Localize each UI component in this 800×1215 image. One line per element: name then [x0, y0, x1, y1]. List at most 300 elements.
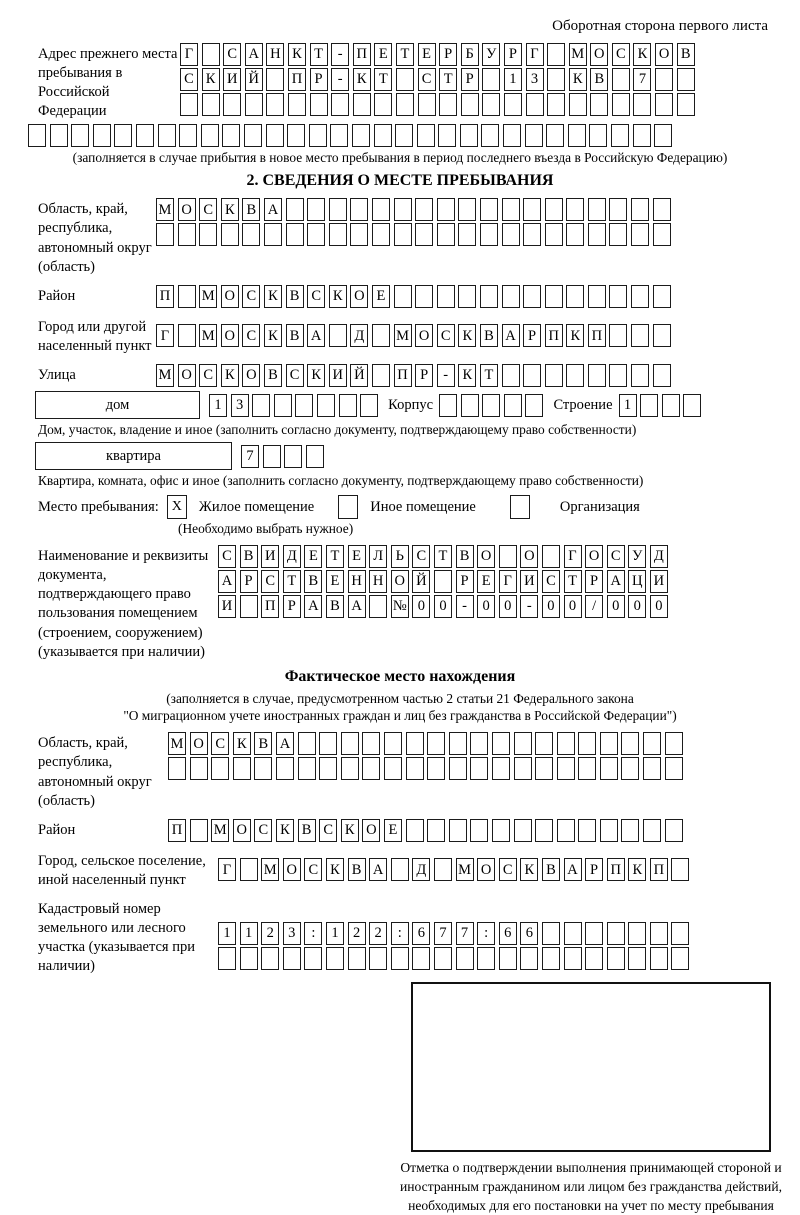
char-box[interactable]: [449, 819, 467, 842]
char-box[interactable]: [514, 757, 532, 780]
char-box[interactable]: [286, 223, 304, 246]
char-box[interactable]: [578, 732, 596, 755]
char-box[interactable]: [650, 922, 668, 945]
char-box[interactable]: К: [221, 364, 239, 387]
char-box[interactable]: Е: [477, 570, 495, 593]
char-box[interactable]: О: [178, 198, 196, 221]
char-box[interactable]: [223, 93, 241, 116]
char-box[interactable]: Р: [439, 43, 457, 66]
char-box[interactable]: М: [394, 324, 412, 347]
char-box[interactable]: Е: [304, 545, 322, 568]
char-box[interactable]: [542, 545, 560, 568]
checkbox-residential[interactable]: X: [167, 495, 187, 519]
char-box[interactable]: [437, 285, 455, 308]
char-box[interactable]: [557, 757, 575, 780]
char-box[interactable]: С: [242, 324, 260, 347]
char-box[interactable]: 7: [241, 445, 259, 468]
char-box[interactable]: В: [348, 858, 366, 881]
char-box[interactable]: С: [223, 43, 241, 66]
char-box[interactable]: И: [520, 570, 538, 593]
char-box[interactable]: О: [362, 819, 380, 842]
char-box[interactable]: [655, 68, 673, 91]
char-box[interactable]: [240, 947, 258, 970]
char-box[interactable]: -: [437, 364, 455, 387]
char-box[interactable]: [643, 819, 661, 842]
char-box[interactable]: Р: [585, 858, 603, 881]
char-box[interactable]: [523, 198, 541, 221]
char-box[interactable]: [621, 732, 639, 755]
char-box[interactable]: [671, 858, 689, 881]
char-box[interactable]: К: [520, 858, 538, 881]
char-box[interactable]: [360, 394, 378, 417]
char-box[interactable]: П: [261, 595, 279, 618]
char-box[interactable]: Е: [372, 285, 390, 308]
char-box[interactable]: Е: [384, 819, 402, 842]
char-box[interactable]: С: [437, 324, 455, 347]
char-box[interactable]: [523, 364, 541, 387]
char-box[interactable]: [201, 124, 219, 147]
char-box[interactable]: [369, 947, 387, 970]
char-box[interactable]: [178, 285, 196, 308]
char-box[interactable]: [437, 223, 455, 246]
char-box[interactable]: В: [304, 570, 322, 593]
char-box[interactable]: У: [482, 43, 500, 66]
char-box[interactable]: К: [221, 198, 239, 221]
char-box[interactable]: [331, 93, 349, 116]
char-box[interactable]: Т: [564, 570, 582, 593]
char-box[interactable]: А: [348, 595, 366, 618]
char-box[interactable]: [653, 223, 671, 246]
char-box[interactable]: [372, 198, 390, 221]
char-box[interactable]: Р: [504, 43, 522, 66]
char-box[interactable]: [589, 124, 607, 147]
char-box[interactable]: [362, 757, 380, 780]
char-box[interactable]: [514, 819, 532, 842]
char-box[interactable]: Г: [156, 324, 174, 347]
char-box[interactable]: [588, 198, 606, 221]
char-box[interactable]: [136, 124, 154, 147]
char-box[interactable]: [298, 757, 316, 780]
char-box[interactable]: [263, 445, 281, 468]
char-box[interactable]: 7: [633, 68, 651, 91]
char-box[interactable]: 0: [564, 595, 582, 618]
char-box[interactable]: [178, 324, 196, 347]
char-box[interactable]: [434, 947, 452, 970]
char-box[interactable]: [677, 93, 695, 116]
char-box[interactable]: [461, 93, 479, 116]
char-box[interactable]: М: [199, 285, 217, 308]
char-box[interactable]: Д: [350, 324, 368, 347]
char-box[interactable]: К: [202, 68, 220, 91]
char-box[interactable]: [222, 124, 240, 147]
char-box[interactable]: 0: [650, 595, 668, 618]
char-box[interactable]: [662, 394, 680, 417]
char-box[interactable]: [326, 947, 344, 970]
char-box[interactable]: [427, 732, 445, 755]
char-box[interactable]: [180, 93, 198, 116]
char-box[interactable]: [588, 285, 606, 308]
char-box[interactable]: Т: [310, 43, 328, 66]
char-box[interactable]: Н: [266, 43, 284, 66]
char-box[interactable]: [199, 223, 217, 246]
char-box[interactable]: Г: [180, 43, 198, 66]
char-box[interactable]: М: [168, 732, 186, 755]
char-box[interactable]: [502, 198, 520, 221]
char-box[interactable]: 2: [369, 922, 387, 945]
char-box[interactable]: Н: [369, 570, 387, 593]
char-box[interactable]: А: [276, 732, 294, 755]
char-box[interactable]: [374, 93, 392, 116]
char-box[interactable]: О: [655, 43, 673, 66]
char-box[interactable]: [168, 757, 186, 780]
char-box[interactable]: П: [588, 324, 606, 347]
char-box[interactable]: О: [391, 570, 409, 593]
char-box[interactable]: К: [353, 68, 371, 91]
char-box[interactable]: [396, 93, 414, 116]
char-box[interactable]: [566, 364, 584, 387]
char-box[interactable]: 1: [240, 922, 258, 945]
char-box[interactable]: [284, 445, 302, 468]
char-box[interactable]: :: [304, 922, 322, 945]
char-box[interactable]: [330, 124, 348, 147]
char-box[interactable]: А: [502, 324, 520, 347]
char-box[interactable]: [492, 757, 510, 780]
char-box[interactable]: [406, 819, 424, 842]
char-box[interactable]: [566, 198, 584, 221]
char-box[interactable]: [458, 285, 476, 308]
char-box[interactable]: /: [585, 595, 603, 618]
char-box[interactable]: [353, 93, 371, 116]
char-box[interactable]: К: [569, 68, 587, 91]
char-box[interactable]: [671, 922, 689, 945]
char-box[interactable]: [499, 545, 517, 568]
char-box[interactable]: Г: [499, 570, 517, 593]
char-box[interactable]: [202, 43, 220, 66]
char-box[interactable]: [329, 324, 347, 347]
char-box[interactable]: [437, 198, 455, 221]
char-box[interactable]: [578, 819, 596, 842]
char-box[interactable]: [406, 757, 424, 780]
char-box[interactable]: [50, 124, 68, 147]
char-box[interactable]: [502, 364, 520, 387]
char-box[interactable]: [245, 93, 263, 116]
char-box[interactable]: [546, 124, 564, 147]
char-box[interactable]: [156, 223, 174, 246]
char-box[interactable]: [28, 124, 46, 147]
char-box[interactable]: [369, 595, 387, 618]
char-box[interactable]: [631, 364, 649, 387]
char-box[interactable]: 0: [628, 595, 646, 618]
char-box[interactable]: [266, 93, 284, 116]
char-box[interactable]: [449, 732, 467, 755]
char-box[interactable]: [492, 732, 510, 755]
char-box[interactable]: У: [628, 545, 646, 568]
char-box[interactable]: О: [520, 545, 538, 568]
char-box[interactable]: Т: [326, 545, 344, 568]
char-box[interactable]: [504, 394, 522, 417]
char-box[interactable]: Р: [461, 68, 479, 91]
char-box[interactable]: Т: [434, 545, 452, 568]
char-box[interactable]: [600, 732, 618, 755]
char-box[interactable]: [631, 223, 649, 246]
char-box[interactable]: [640, 394, 658, 417]
char-box[interactable]: О: [350, 285, 368, 308]
char-box[interactable]: [612, 68, 630, 91]
char-box[interactable]: [612, 93, 630, 116]
char-box[interactable]: [417, 124, 435, 147]
char-box[interactable]: О: [242, 364, 260, 387]
char-box[interactable]: [362, 732, 380, 755]
char-box[interactable]: С: [286, 364, 304, 387]
apartment-field[interactable]: квартира: [35, 442, 232, 470]
char-box[interactable]: -: [520, 595, 538, 618]
char-box[interactable]: [458, 198, 476, 221]
char-box[interactable]: [566, 285, 584, 308]
char-box[interactable]: [545, 364, 563, 387]
char-box[interactable]: В: [286, 324, 304, 347]
char-box[interactable]: 1: [209, 394, 227, 417]
char-box[interactable]: 6: [520, 922, 538, 945]
char-box[interactable]: С: [261, 570, 279, 593]
char-box[interactable]: [482, 394, 500, 417]
char-box[interactable]: Б: [461, 43, 479, 66]
char-box[interactable]: [461, 394, 479, 417]
char-box[interactable]: О: [590, 43, 608, 66]
char-box[interactable]: [211, 757, 229, 780]
char-box[interactable]: Р: [240, 570, 258, 593]
char-box[interactable]: С: [499, 858, 517, 881]
char-box[interactable]: [653, 364, 671, 387]
char-box[interactable]: [671, 947, 689, 970]
char-box[interactable]: [609, 364, 627, 387]
char-box[interactable]: [372, 324, 390, 347]
char-box[interactable]: В: [298, 819, 316, 842]
char-box[interactable]: К: [264, 285, 282, 308]
char-box[interactable]: [611, 124, 629, 147]
char-box[interactable]: [415, 198, 433, 221]
char-box[interactable]: Г: [526, 43, 544, 66]
char-box[interactable]: [240, 595, 258, 618]
char-box[interactable]: С: [242, 285, 260, 308]
char-box[interactable]: [348, 947, 366, 970]
char-box[interactable]: [439, 93, 457, 116]
char-box[interactable]: П: [353, 43, 371, 66]
char-box[interactable]: [240, 858, 258, 881]
char-box[interactable]: [650, 947, 668, 970]
house-field[interactable]: дом: [35, 391, 200, 419]
char-box[interactable]: [306, 445, 324, 468]
char-box[interactable]: [631, 324, 649, 347]
char-box[interactable]: 3: [526, 68, 544, 91]
char-box[interactable]: В: [480, 324, 498, 347]
char-box[interactable]: [504, 93, 522, 116]
char-box[interactable]: [350, 198, 368, 221]
char-box[interactable]: К: [233, 732, 251, 755]
char-box[interactable]: Ц: [628, 570, 646, 593]
char-box[interactable]: Д: [412, 858, 430, 881]
char-box[interactable]: [286, 198, 304, 221]
char-box[interactable]: Е: [418, 43, 436, 66]
char-box[interactable]: №: [391, 595, 409, 618]
char-box[interactable]: Е: [326, 570, 344, 593]
char-box[interactable]: С: [211, 732, 229, 755]
char-box[interactable]: [545, 223, 563, 246]
char-box[interactable]: [568, 124, 586, 147]
char-box[interactable]: :: [477, 922, 495, 945]
char-box[interactable]: С: [218, 545, 236, 568]
char-box[interactable]: В: [240, 545, 258, 568]
char-box[interactable]: П: [168, 819, 186, 842]
char-box[interactable]: [643, 732, 661, 755]
char-box[interactable]: М: [156, 198, 174, 221]
char-box[interactable]: [415, 285, 433, 308]
char-box[interactable]: [418, 93, 436, 116]
char-box[interactable]: В: [286, 285, 304, 308]
char-box[interactable]: В: [542, 858, 560, 881]
char-box[interactable]: С: [180, 68, 198, 91]
char-box[interactable]: [631, 198, 649, 221]
char-box[interactable]: [350, 223, 368, 246]
char-box[interactable]: К: [329, 285, 347, 308]
char-box[interactable]: Г: [564, 545, 582, 568]
char-box[interactable]: Р: [415, 364, 433, 387]
char-box[interactable]: 0: [412, 595, 430, 618]
char-box[interactable]: 1: [619, 394, 637, 417]
char-box[interactable]: [492, 819, 510, 842]
char-box[interactable]: [179, 124, 197, 147]
char-box[interactable]: [607, 922, 625, 945]
char-box[interactable]: 7: [456, 922, 474, 945]
char-box[interactable]: [394, 198, 412, 221]
char-box[interactable]: [480, 198, 498, 221]
char-box[interactable]: И: [261, 545, 279, 568]
char-box[interactable]: [266, 124, 284, 147]
char-box[interactable]: Р: [310, 68, 328, 91]
char-box[interactable]: С: [412, 545, 430, 568]
char-box[interactable]: [653, 285, 671, 308]
char-box[interactable]: [609, 223, 627, 246]
char-box[interactable]: [480, 223, 498, 246]
char-box[interactable]: К: [458, 324, 476, 347]
char-box[interactable]: [621, 819, 639, 842]
char-box[interactable]: Р: [456, 570, 474, 593]
char-box[interactable]: [274, 394, 292, 417]
char-box[interactable]: [427, 819, 445, 842]
char-box[interactable]: К: [326, 858, 344, 881]
char-box[interactable]: 0: [499, 595, 517, 618]
char-box[interactable]: [628, 922, 646, 945]
char-box[interactable]: В: [254, 732, 272, 755]
char-box[interactable]: В: [677, 43, 695, 66]
char-box[interactable]: [317, 394, 335, 417]
char-box[interactable]: Е: [374, 43, 392, 66]
char-box[interactable]: И: [329, 364, 347, 387]
char-box[interactable]: С: [199, 364, 217, 387]
char-box[interactable]: Т: [480, 364, 498, 387]
char-box[interactable]: 1: [504, 68, 522, 91]
char-box[interactable]: [643, 757, 661, 780]
char-box[interactable]: [607, 947, 625, 970]
char-box[interactable]: [266, 68, 284, 91]
char-box[interactable]: [655, 93, 673, 116]
char-box[interactable]: В: [242, 198, 260, 221]
char-box[interactable]: [578, 757, 596, 780]
char-box[interactable]: А: [245, 43, 263, 66]
char-box[interactable]: [384, 732, 402, 755]
char-box[interactable]: В: [326, 595, 344, 618]
char-box[interactable]: [261, 947, 279, 970]
char-box[interactable]: [427, 757, 445, 780]
char-box[interactable]: К: [566, 324, 584, 347]
char-box[interactable]: Г: [218, 858, 236, 881]
char-box[interactable]: [307, 223, 325, 246]
char-box[interactable]: [569, 93, 587, 116]
char-box[interactable]: И: [650, 570, 668, 593]
char-box[interactable]: [523, 285, 541, 308]
char-box[interactable]: 2: [261, 922, 279, 945]
char-box[interactable]: [460, 124, 478, 147]
char-box[interactable]: В: [590, 68, 608, 91]
char-box[interactable]: [178, 223, 196, 246]
char-box[interactable]: П: [607, 858, 625, 881]
char-box[interactable]: [633, 124, 651, 147]
char-box[interactable]: [114, 124, 132, 147]
char-box[interactable]: [341, 757, 359, 780]
char-box[interactable]: [298, 732, 316, 755]
char-box[interactable]: Й: [245, 68, 263, 91]
char-box[interactable]: [588, 223, 606, 246]
char-box[interactable]: Е: [348, 545, 366, 568]
char-box[interactable]: П: [394, 364, 412, 387]
char-box[interactable]: 3: [283, 922, 301, 945]
char-box[interactable]: [566, 223, 584, 246]
char-box[interactable]: М: [456, 858, 474, 881]
char-box[interactable]: [564, 947, 582, 970]
char-box[interactable]: [470, 732, 488, 755]
checkbox-other-premises[interactable]: [338, 495, 358, 519]
char-box[interactable]: [242, 223, 260, 246]
char-box[interactable]: [526, 93, 544, 116]
char-box[interactable]: [252, 394, 270, 417]
checkbox-organization[interactable]: [510, 495, 530, 519]
char-box[interactable]: 3: [231, 394, 249, 417]
char-box[interactable]: Ь: [391, 545, 409, 568]
char-box[interactable]: К: [307, 364, 325, 387]
char-box[interactable]: [665, 819, 683, 842]
char-box[interactable]: Т: [374, 68, 392, 91]
char-box[interactable]: С: [307, 285, 325, 308]
char-box[interactable]: [470, 819, 488, 842]
char-box[interactable]: О: [233, 819, 251, 842]
char-box[interactable]: [535, 732, 553, 755]
char-box[interactable]: К: [341, 819, 359, 842]
char-box[interactable]: [391, 947, 409, 970]
char-box[interactable]: [434, 858, 452, 881]
char-box[interactable]: [415, 223, 433, 246]
char-box[interactable]: А: [607, 570, 625, 593]
char-box[interactable]: С: [418, 68, 436, 91]
char-box[interactable]: Р: [585, 570, 603, 593]
char-box[interactable]: 6: [412, 922, 430, 945]
char-box[interactable]: [295, 394, 313, 417]
char-box[interactable]: [287, 124, 305, 147]
char-box[interactable]: [480, 285, 498, 308]
char-box[interactable]: М: [199, 324, 217, 347]
char-box[interactable]: 0: [434, 595, 452, 618]
char-box[interactable]: [628, 947, 646, 970]
char-box[interactable]: К: [633, 43, 651, 66]
char-box[interactable]: И: [218, 595, 236, 618]
